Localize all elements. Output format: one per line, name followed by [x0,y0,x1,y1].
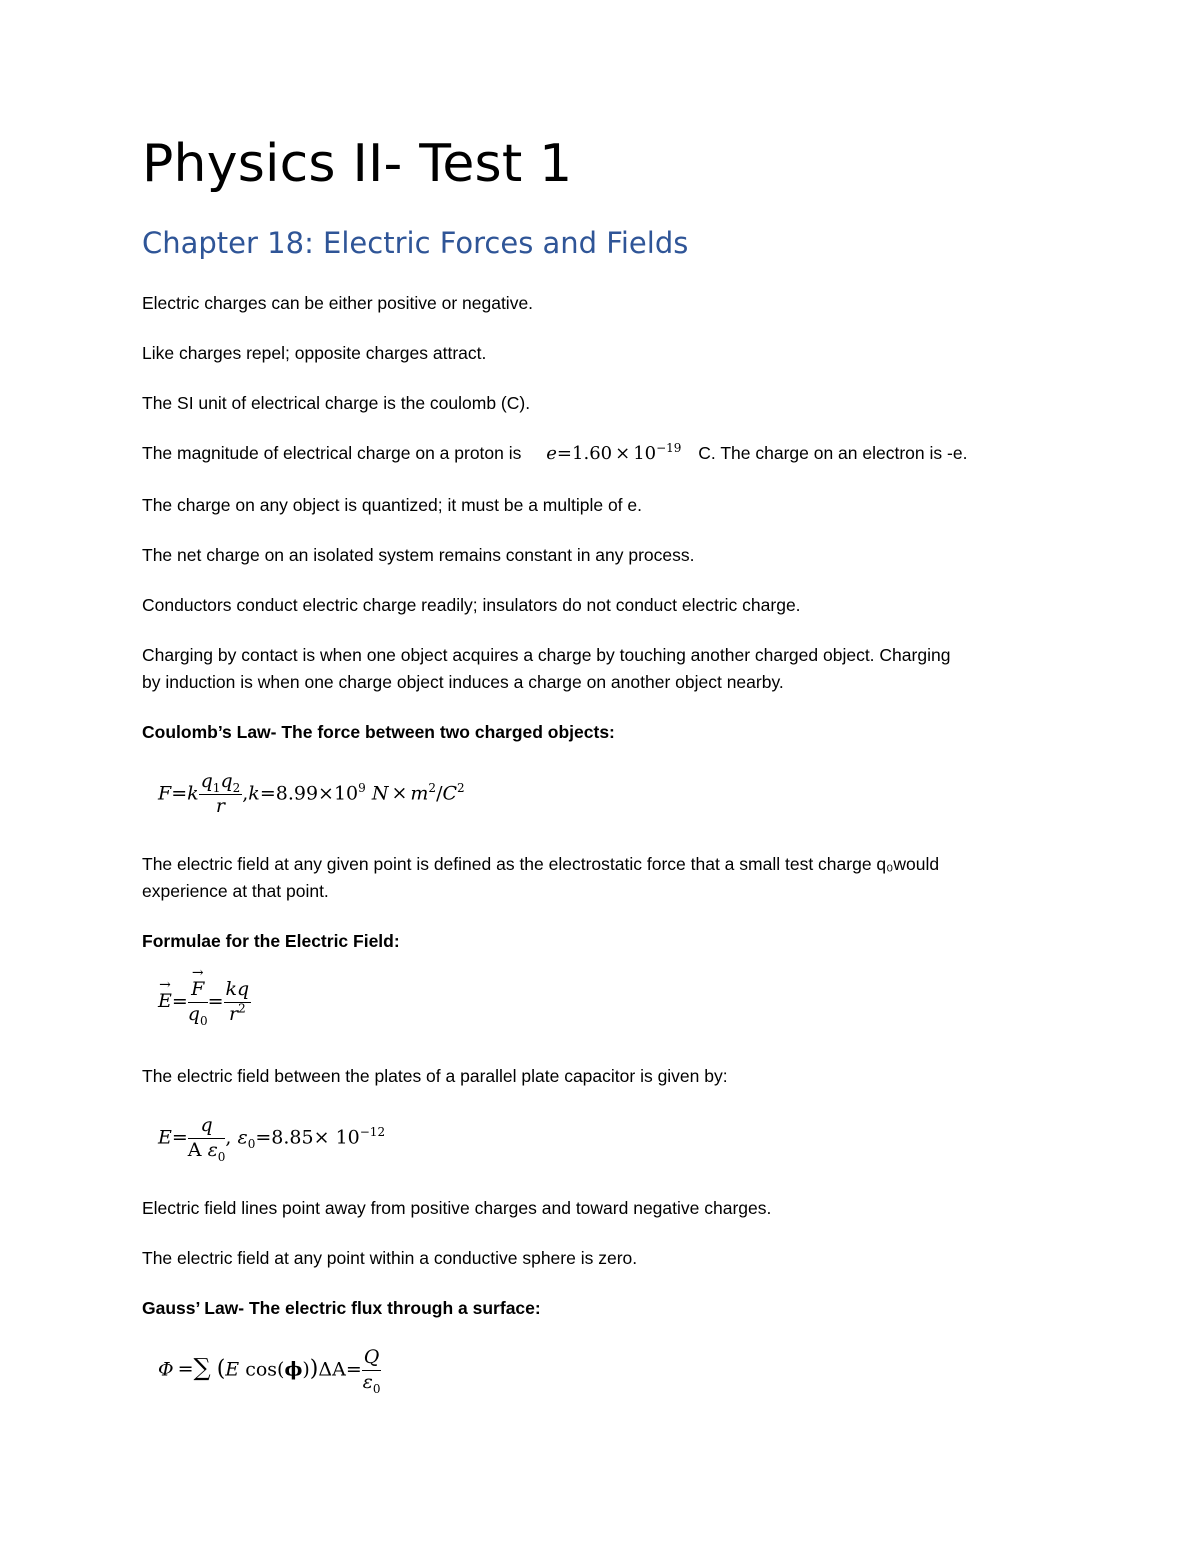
paragraph-si-unit: The SI unit of electrical charge is the coulomb (C). [142,393,531,413]
proton-charge-equation: $e=1.60 \times 10^{-19}$ [546,441,682,464]
paragraph-like-charges: Like charges repel; opposite charges attract. [142,343,487,363]
paragraph-conservation: The net charge on an isolated system remains constant in any process. [142,545,695,565]
chapter-heading: Chapter 18: Electric Forces and Fields [142,226,689,260]
paragraph-quantized: The charge on any object is quantized; it must be a multiple of e. [142,495,643,515]
heading-gauss-law: Gauss’ Law- The electric flux through a surface: [142,1298,541,1318]
page-title: Physics II- Test 1 [142,134,573,194]
paragraph-proton-charge [142,440,1062,467]
electric-field-equation: → E= → $\frac{F}{q_0}$ = $\frac{kq}{r^2}$ [158,978,251,1027]
proton-text-before: The magnitude of electrical charge on a proton is [142,443,522,463]
paragraph-conductors: Conductors conduct electric charge readily; insulators do not conduct electric charge. [142,595,801,615]
paragraph-capacitor: The electric field between the plates of a parallel plate capacitor is given by: [142,1066,728,1086]
coulomb-law-equation: F=k $\frac{q_1q_2}{r}$ $,k=8.99\times 10^9$ $N \times m^2/C^2$ [158,770,465,817]
paragraph-conductive-sphere: The electric field at any point within a conductive sphere is zero. [142,1248,638,1268]
paragraph-field-lines: Electric field lines point away from positive charges and toward negative charges. [142,1198,772,1218]
paragraph-field-definition-line1: The electric field at any given point is defined as the electrostatic force that a small test charge q₀would [142,854,940,874]
gauss-law-equation: Φ =∑ (E cos(ϕ))ΔA= $\frac{Q}{\varepsilon_0}$ [158,1346,381,1396]
paragraph-charges-sign: Electric charges can be either positive or negative. [142,293,534,313]
heading-coulombs-law: Coulomb’s Law- The force between two charged objects: [142,722,615,742]
paragraph-charging-line1: Charging by contact is when one object acquires a charge by touching another charged object. Charging [142,645,951,665]
paragraph-field-definition-line2: experience at that point. [142,881,329,901]
heading-field-formulae: Formulae for the Electric Field: [142,931,400,951]
paragraph-charging-line2: by induction is when one charge object induces a charge on another object nearby. [142,672,784,692]
capacitor-field-equation: E= $\frac{q}{A \varepsilon_0}$ , $\varepsilon_0=8.85\times 10^{-12}$ [158,1114,386,1164]
proton-text-after: C. The charge on an electron is -e. [698,443,968,463]
